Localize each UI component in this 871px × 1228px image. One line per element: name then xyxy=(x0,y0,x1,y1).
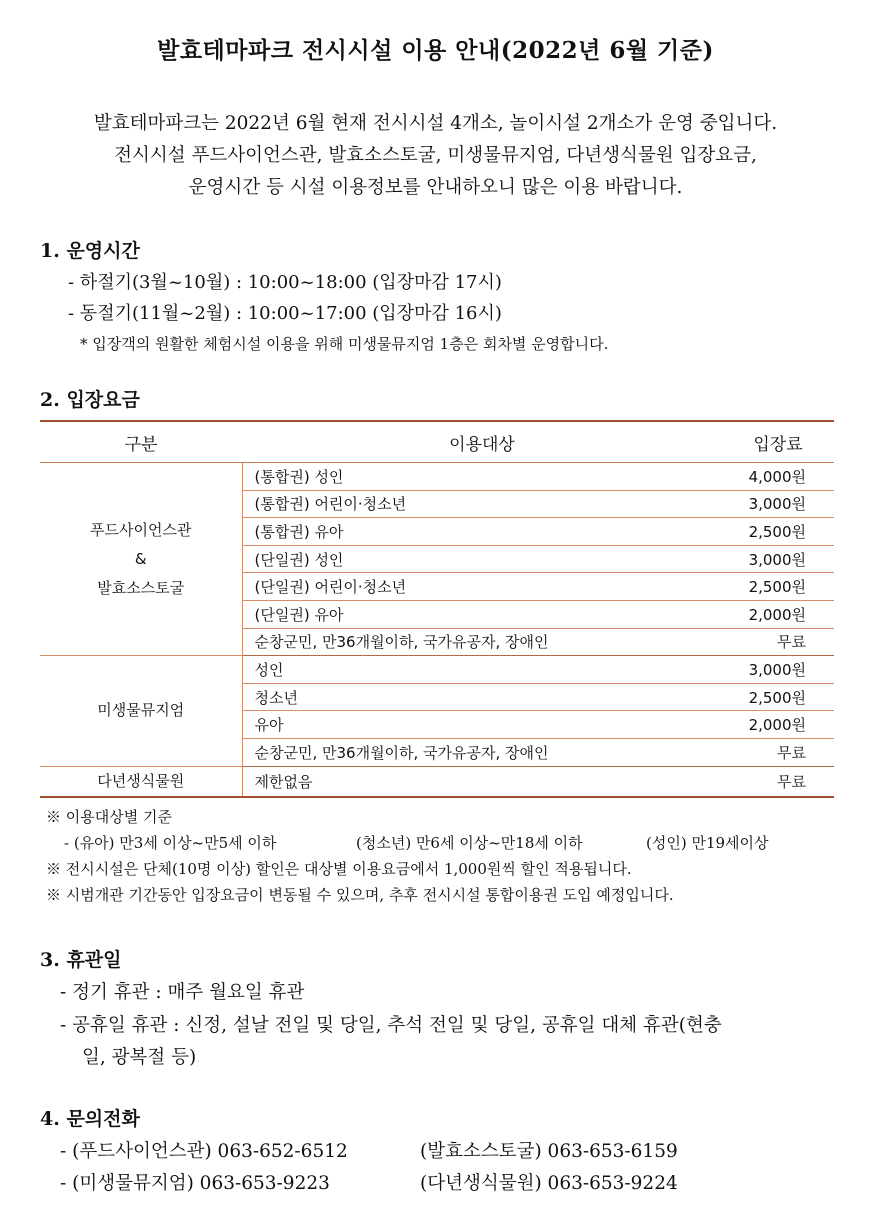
intro-line: 운영시간 등 시설 이용정보를 안내하오니 많은 이용 바랍니다. xyxy=(188,177,683,198)
section-heading-fees: 2. 입장요금 xyxy=(40,389,140,411)
page-title: 발효테마파크 전시시설 이용 안내(2022년 6월 기준) xyxy=(157,37,714,64)
column-header: 이용대상 xyxy=(242,421,722,463)
group-name: 미생물뮤지엄 xyxy=(97,701,185,720)
contact-phone: (다년생식물원) 063-653-9224 xyxy=(420,1173,678,1194)
table-row xyxy=(40,656,834,684)
fee-cell: 4,000원 xyxy=(722,463,834,491)
holiday-closed: - 공휴일 휴관 : 신정, 설날 전일 및 당일, 추석 전일 및 당일, 공휴일 대체 휴관(현충 xyxy=(60,1015,722,1036)
group-cell xyxy=(40,463,242,656)
target-cell: (단일권) 유아 xyxy=(242,600,722,628)
target-cell: 유아 xyxy=(242,711,722,739)
regular-closed: - 정기 휴관 : 매주 월요일 휴관 xyxy=(60,982,305,1003)
target-cell: (통합권) 유아 xyxy=(242,518,722,546)
summer-hours: - 하절기(3월~10월) : 10:00~18:00 (입장마감 17시) xyxy=(68,272,502,293)
fee-note: (청소년) 만6세 이상~만18세 이하 xyxy=(356,834,583,852)
winter-hours: - 동절기(11월~2월) : 10:00~17:00 (입장마감 16시) xyxy=(68,303,502,324)
contact-phone: - (푸드사이언스관) 063-652-6512 xyxy=(60,1141,348,1162)
target-cell: 청소년 xyxy=(242,683,722,711)
fee-cell: 무료 xyxy=(722,766,834,797)
table-header-row xyxy=(40,421,834,463)
fee-cell: 3,000원 xyxy=(722,545,834,573)
intro-line: 전시시설 푸드사이언스관, 발효소스토굴, 미생물뮤지엄, 다년생식물원 입장요금, xyxy=(114,145,757,166)
target-cell: (단일권) 성인 xyxy=(242,545,722,573)
holiday-closed-cont: 일, 광복절 등) xyxy=(82,1047,197,1068)
intro-paragraph xyxy=(0,108,871,204)
group-name: 푸드사이언스관 xyxy=(90,520,192,539)
fee-cell: 무료 xyxy=(722,628,834,656)
section-heading-contact: 4. 문의전화 xyxy=(40,1108,140,1130)
fee-note: ※ 전시시설은 단체(10명 이상) 할인은 대상별 이용요금에서 1,000원씩 할인 적용됩니다. xyxy=(46,860,632,878)
section-heading-hours: 1. 운영시간 xyxy=(40,240,140,262)
section-heading-closed: 3. 휴관일 xyxy=(40,949,122,971)
hours-note: * 입장객의 원활한 체험시설 이용을 위해 미생물뮤지엄 1층은 회차별 운영합니다. xyxy=(80,335,609,353)
intro-line: 발효테마파크는 2022년 6월 현재 전시시설 4개소, 놀이시설 2개소가 운영 중입니다. xyxy=(93,113,778,134)
group-cell xyxy=(40,766,242,797)
fee-cell: 2,500원 xyxy=(722,573,834,601)
table-row xyxy=(40,463,834,491)
group-cell xyxy=(40,656,242,766)
fee-note: (성인) 만19세이상 xyxy=(646,834,769,852)
fee-cell: 2,000원 xyxy=(722,711,834,739)
contact-phone: (발효소스토굴) 063-653-6159 xyxy=(420,1141,678,1162)
target-cell: (통합권) 어린이·청소년 xyxy=(242,490,722,518)
contact-phone: - (미생물뮤지엄) 063-653-9223 xyxy=(60,1173,330,1194)
fee-note: - (유아) 만3세 이상~만5세 이하 xyxy=(64,834,277,852)
target-cell: 성인 xyxy=(242,656,722,684)
column-header: 입장료 xyxy=(722,421,834,463)
target-cell: 제한없음 xyxy=(242,766,722,797)
group-name: & xyxy=(134,549,147,568)
group-name: 다년생식물원 xyxy=(97,771,185,790)
fee-cell: 무료 xyxy=(722,738,834,766)
target-cell: 순창군민, 만36개월이하, 국가유공자, 장애인 xyxy=(242,628,722,656)
fee-cell: 2,000원 xyxy=(722,600,834,628)
fee-cell: 3,000원 xyxy=(722,656,834,684)
target-cell: (통합권) 성인 xyxy=(242,463,722,491)
fee-cell: 2,500원 xyxy=(722,683,834,711)
fee-note: ※ 이용대상별 기준 xyxy=(46,808,172,826)
fee-cell: 2,500원 xyxy=(722,518,834,546)
fee-cell: 3,000원 xyxy=(722,490,834,518)
fee-table xyxy=(40,420,834,798)
fee-note: ※ 시범개관 기간동안 입장요금이 변동될 수 있으며, 추후 전시시설 통합이용권 도입 예정입니다. xyxy=(46,886,674,904)
column-header: 구분 xyxy=(40,421,242,463)
target-cell: 순창군민, 만36개월이하, 국가유공자, 장애인 xyxy=(242,738,722,766)
group-name: 발효소스토굴 xyxy=(97,578,185,597)
table-row xyxy=(40,766,834,797)
target-cell: (단일권) 어린이·청소년 xyxy=(242,573,722,601)
